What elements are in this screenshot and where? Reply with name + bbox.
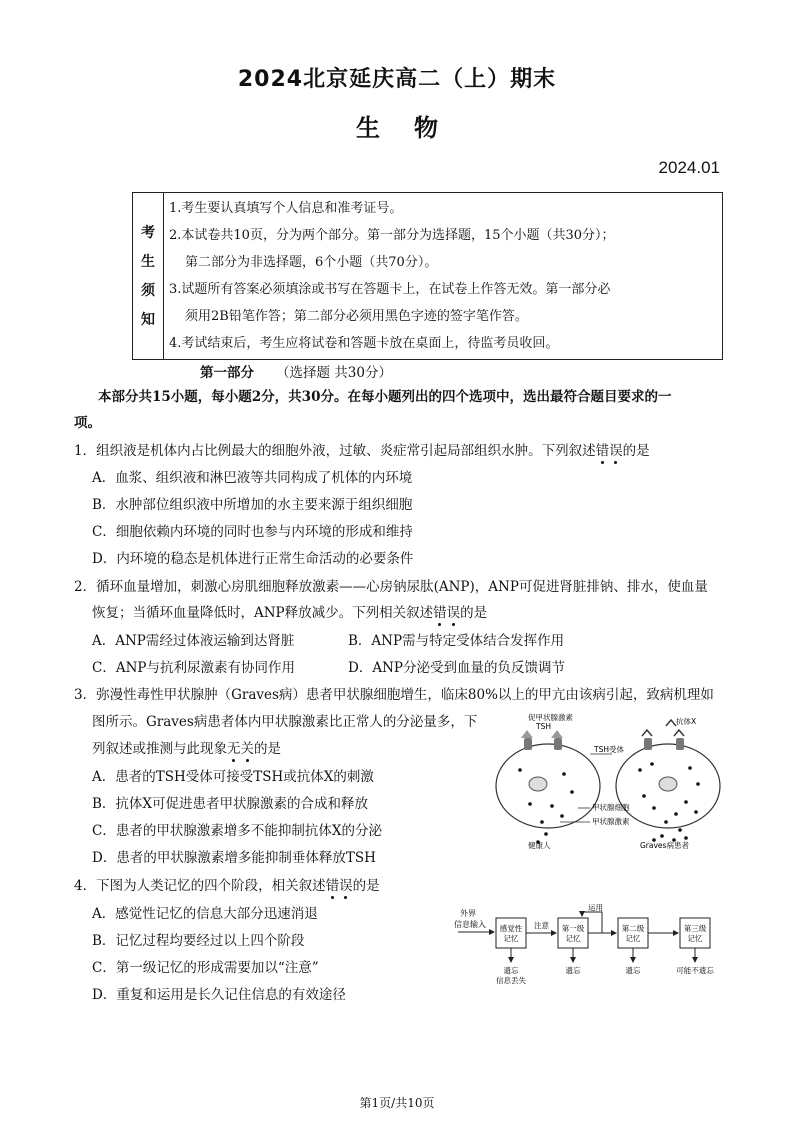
notice-box [132, 192, 723, 360]
q4-stem: 4．下图为人类记忆的四个阶段，相关叙述错误的是 [74, 878, 380, 894]
notice-heading-char: 生 [141, 254, 155, 270]
q1-option-b: B．水肿部位组织液中所增加的水主要来源于组织细胞 [92, 497, 413, 513]
box-label: 记忆 [687, 934, 703, 943]
q3-option-c: C．患者的甲状腺激素增多不能抑制抗体X的分泌 [92, 823, 382, 839]
tsh-abbr-label: TSH [536, 722, 551, 731]
q1-option-a: A．血浆、组织液和淋巴液等共同构成了机体的内环境 [92, 470, 413, 486]
hormone-label: 甲状腺激素 [592, 817, 630, 826]
box-label: 记忆 [565, 934, 581, 943]
first-memory-box [558, 918, 588, 948]
forget-label: 遗忘 [625, 966, 641, 975]
loss-label: 信息丢失 [496, 976, 526, 985]
notice-heading [133, 193, 164, 359]
emphasis-char: 错 [325, 878, 340, 894]
instruction-line: 项。 [74, 415, 101, 431]
tsh-receptor-icon [554, 738, 562, 750]
part-meta: （选择题 共30分） [276, 365, 392, 381]
healthy-hormone-dots [518, 768, 574, 844]
notice-line: 2.本试卷共10页，分为两个部分。第一部分为选择题，15个小题（共30分）； [169, 228, 615, 243]
sensory-memory-box [496, 918, 526, 948]
page-footer: 第1页/共10页 [359, 1096, 435, 1110]
tsh-molecule-icon [551, 730, 563, 738]
box-label: 第二级 [621, 924, 645, 933]
q1-option-c: C．细胞依赖内环境的同时也参与内环境的形成和维持 [92, 524, 413, 540]
box-label: 记忆 [503, 934, 519, 943]
second-memory-box [618, 918, 648, 948]
input-label: 外界 [460, 909, 476, 918]
emphasis-char: 误 [446, 605, 461, 621]
q4-option-b: B．记忆过程均要经过以上四个阶段 [92, 933, 305, 949]
attention-label: 注意 [534, 921, 549, 930]
part-heading [200, 361, 392, 381]
input-label: 信息输入 [454, 920, 486, 929]
healthy-cell-nucleus [529, 777, 547, 791]
q2-option-d: D．ANP分泌受到血量的负反馈调节 [348, 660, 565, 676]
q2-option-c: C．ANP与抗利尿激素有协同作用 [92, 660, 295, 676]
part-title: 第一部分 [200, 365, 254, 381]
notice-heading-char: 须 [141, 283, 155, 299]
q3-option-d: D．患者的甲状腺激素增多能抑制垂体释放TSH [92, 850, 376, 866]
tsh-receptor-icon [524, 738, 532, 750]
tsh-label: 促甲状腺激素 [528, 713, 573, 722]
patient-label: Graves病患者 [640, 841, 689, 850]
cell-label: 甲状腺细胞 [592, 803, 630, 812]
q3-stem-line2: 图所示。Graves病患者体内甲状腺激素比正常人的分泌量多，下 [92, 714, 478, 730]
emphasis-char: 误 [339, 878, 353, 894]
patient-hormone-dots [638, 762, 700, 842]
tsh-receptor-icon [676, 738, 684, 750]
notice-heading-char: 考 [141, 225, 155, 241]
exam-date: 2024.01 [658, 158, 720, 177]
emphasis-char: 关 [240, 741, 254, 757]
healthy-label: 健康人 [528, 841, 551, 850]
emphasis-char: 错 [595, 443, 610, 459]
q4-option-c: C．第一级记忆的形成需要加以“注意” [92, 960, 319, 976]
q2-stem-line2: 恢复；当循环血量降低时，ANP释放减少。下列相关叙述错误的是 [92, 605, 488, 621]
box-label: 第三级 [683, 924, 707, 933]
subject-title: 生物 [356, 113, 472, 142]
q4-option-a: A．感觉性记忆的信息大部分迅速消退 [92, 906, 318, 922]
instruction-line: 本部分共15小题，每小题2分，共30分。在每小题列出的四个选项中，选出最符合题目要求的一 [98, 389, 672, 405]
q2-stem-line1: 2．循环血量增加，刺激心房肌细胞释放激素——心房钠尿肽(ANP)，ANP可促进肾脏排钠、排水，使血量 [74, 579, 708, 595]
no-forget-label: 可能不遗忘 [676, 966, 714, 975]
box-label: 第一级 [561, 924, 585, 933]
notice-line: 须用2B铅笔作答；第二部分必须用黑色字迹的签字笔作答。 [185, 309, 528, 324]
healthy-cell-outline [496, 744, 600, 828]
notice-line: 1.考生要认真填写个人信息和准考证号。 [169, 201, 403, 216]
notice-line: 4.考试结束后，考生应将试卷和答题卡放在桌面上，待监考员收回。 [169, 336, 559, 351]
notice-line: 第二部分为非选择题，6个小题（共70分）。 [185, 255, 438, 270]
emphasis-char: 误 [609, 443, 623, 459]
q1-option-d: D．内环境的稳态是机体进行正常生命活动的必要条件 [92, 551, 414, 567]
tsh-molecule-icon [521, 730, 533, 738]
forget-label: 遗忘 [503, 966, 519, 975]
emphasis-char: 错 [433, 605, 447, 621]
q3-stem-line3: 列叙述或推测与此现象无关的是 [92, 741, 281, 757]
notice-heading-char: 知 [141, 312, 155, 328]
q4-option-d: D．重复和运用是长久记住信息的有效途径 [92, 987, 346, 1003]
page-title: 2024北京延庆高二（上）期末 [237, 67, 557, 92]
antibody-label: 抗体X [676, 717, 697, 726]
patient-cell-nucleus [659, 777, 677, 791]
notice-line: 3.试题所有答案必须填涂或书写在答题卡上，在试卷上作答无效。第一部分必 [169, 282, 611, 297]
q2-option-a: A．ANP需经过体液运输到达肾脏 [92, 633, 295, 649]
q3-option-a: A．患者的TSH受体可接受TSH或抗体X的刺激 [92, 769, 374, 785]
third-memory-box [680, 918, 710, 948]
q3-option-b: B．抗体X可促进患者甲状腺激素的合成和释放 [92, 796, 369, 812]
box-label: 感觉性 [499, 924, 523, 933]
receptor-label: TSH受体 [594, 745, 624, 754]
use-label: 运用 [588, 903, 603, 912]
emphasis-char: 无 [227, 741, 241, 757]
tsh-receptor-icon [644, 738, 652, 750]
q2-option-b: B．ANP需与特定受体结合发挥作用 [348, 633, 565, 649]
memory-figure [452, 902, 724, 988]
q1-stem: 1．组织液是机体内占比例最大的细胞外液，过敏、炎症常引起局部组织水肿。下列叙述错误的是 [74, 443, 650, 459]
forget-label: 遗忘 [565, 966, 581, 975]
q3-stem-line1: 3．弥漫性毒性甲状腺肿（Graves病）患者甲状腺细胞增生，临床80%以上的甲亢由该病引起，致病机理如 [74, 687, 714, 703]
graves-figure [490, 712, 722, 852]
box-label: 记忆 [625, 934, 641, 943]
